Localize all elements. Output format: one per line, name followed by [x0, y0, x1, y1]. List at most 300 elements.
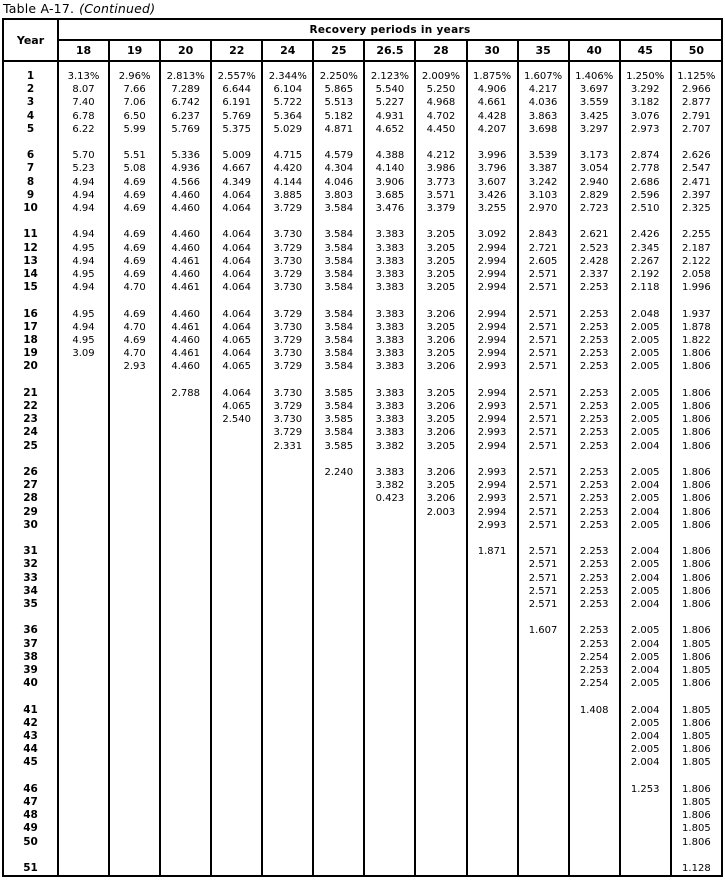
spacer-cell	[58, 611, 109, 624]
value-cell: 2.123%	[364, 70, 415, 83]
year-cell: 23	[3, 413, 58, 426]
value-cell	[313, 730, 364, 743]
year-cell: 19	[3, 347, 58, 360]
spacer-cell	[364, 690, 415, 703]
table-row-year-27	[3, 479, 722, 492]
value-cell	[313, 756, 364, 769]
spacer-cell	[569, 374, 620, 387]
value-cell: 2.253	[569, 558, 620, 571]
value-cell: 2.187	[671, 242, 722, 255]
value-cell: 4.69	[109, 242, 160, 255]
table-row-year-50	[3, 836, 722, 849]
value-cell: 6.237	[160, 110, 211, 123]
value-cell	[620, 836, 671, 849]
spacer-cell	[415, 532, 466, 545]
value-cell	[58, 836, 109, 849]
value-cell: 3.730	[262, 413, 313, 426]
value-cell: 3.383	[364, 413, 415, 426]
value-cell	[211, 492, 262, 505]
value-cell: 2.940	[569, 176, 620, 189]
value-cell	[364, 624, 415, 637]
value-cell: 4.931	[364, 110, 415, 123]
value-cell: 4.69	[109, 189, 160, 202]
spacer-cell	[620, 215, 671, 228]
value-cell	[415, 743, 466, 756]
spacer-cell	[109, 690, 160, 703]
value-cell	[211, 466, 262, 479]
table-row-year-9	[3, 189, 722, 202]
value-cell	[109, 479, 160, 492]
group-spacer-row	[3, 453, 722, 466]
value-cell	[160, 783, 211, 796]
spacer-cell	[109, 294, 160, 307]
value-cell	[569, 743, 620, 756]
value-cell: 3.205	[415, 321, 466, 334]
value-cell: 4.667	[211, 162, 262, 175]
recovery-period-header-22: 22	[211, 40, 262, 61]
value-cell	[313, 638, 364, 651]
spacer-cell	[3, 611, 58, 624]
value-cell: 4.144	[262, 176, 313, 189]
value-cell: 2.829	[569, 189, 620, 202]
value-cell: 2.571	[518, 440, 569, 453]
value-cell: 3.730	[262, 281, 313, 294]
spacer-cell	[364, 453, 415, 466]
value-cell: 5.865	[313, 83, 364, 96]
value-cell: 3.13%	[58, 70, 109, 83]
value-cell	[415, 638, 466, 651]
value-cell	[160, 426, 211, 439]
value-cell	[58, 756, 109, 769]
value-cell: 2.621	[569, 228, 620, 241]
spacer-cell	[3, 215, 58, 228]
value-cell	[262, 836, 313, 849]
table-body	[3, 61, 722, 876]
spacer-cell	[415, 374, 466, 387]
spacer-cell	[467, 294, 518, 307]
value-cell	[415, 796, 466, 809]
value-cell	[364, 743, 415, 756]
value-cell: 4.69	[109, 255, 160, 268]
value-cell: 4.69	[109, 308, 160, 321]
spacer-cell	[415, 611, 466, 624]
spacer-cell	[671, 215, 722, 228]
value-cell	[109, 387, 160, 400]
value-cell: 2.254	[569, 651, 620, 664]
value-cell: 6.104	[262, 83, 313, 96]
value-cell: 3.584	[313, 281, 364, 294]
value-cell	[518, 756, 569, 769]
value-cell: 1.806	[671, 466, 722, 479]
value-cell: 5.182	[313, 110, 364, 123]
value-cell: 3.607	[467, 176, 518, 189]
value-cell: 2.571	[518, 387, 569, 400]
value-cell: 3.383	[364, 360, 415, 373]
year-cell: 22	[3, 400, 58, 413]
value-cell	[58, 624, 109, 637]
value-cell: 4.94	[58, 228, 109, 241]
spacer-cell	[109, 61, 160, 70]
value-cell	[211, 730, 262, 743]
value-cell: 3.206	[415, 308, 466, 321]
value-cell	[160, 492, 211, 505]
table-row-year-45	[3, 756, 722, 769]
value-cell: 3.476	[364, 202, 415, 215]
value-cell	[569, 756, 620, 769]
table-row-year-19	[3, 347, 722, 360]
value-cell: 2.571	[518, 492, 569, 505]
value-cell: 6.50	[109, 110, 160, 123]
table-row-year-21	[3, 387, 722, 400]
value-cell	[364, 572, 415, 585]
value-cell	[262, 704, 313, 717]
spacer-cell	[620, 294, 671, 307]
value-cell: 2.994	[467, 334, 518, 347]
value-cell	[160, 506, 211, 519]
value-cell: 2.240	[313, 466, 364, 479]
value-cell: 4.460	[160, 308, 211, 321]
value-cell: 2.344%	[262, 70, 313, 83]
spacer-cell	[518, 611, 569, 624]
spacer-cell	[415, 690, 466, 703]
value-cell	[109, 572, 160, 585]
spacer-cell	[569, 215, 620, 228]
spacer-cell	[262, 849, 313, 862]
value-cell: 2.253	[569, 308, 620, 321]
recovery-period-header-28: 28	[415, 40, 466, 61]
value-cell: 5.70	[58, 149, 109, 162]
value-cell	[160, 466, 211, 479]
value-cell: 2.397	[671, 189, 722, 202]
value-cell: 1.250%	[620, 70, 671, 83]
value-cell	[160, 862, 211, 876]
value-cell	[109, 440, 160, 453]
value-cell	[569, 862, 620, 876]
value-cell: 3.539	[518, 149, 569, 162]
value-cell	[109, 545, 160, 558]
value-cell: 3.885	[262, 189, 313, 202]
spacer-cell	[415, 215, 466, 228]
value-cell: 2.993	[467, 400, 518, 413]
value-cell: 1.805	[671, 796, 722, 809]
spacer-cell	[109, 215, 160, 228]
year-cell: 15	[3, 281, 58, 294]
value-cell: 1.937	[671, 308, 722, 321]
value-cell: 5.540	[364, 83, 415, 96]
value-cell	[569, 796, 620, 809]
value-cell: 3.205	[415, 268, 466, 281]
value-cell: 3.173	[569, 149, 620, 162]
year-cell: 51	[3, 862, 58, 876]
value-cell	[58, 585, 109, 598]
table-row-year-10	[3, 202, 722, 215]
value-cell: 4.460	[160, 228, 211, 241]
value-cell: 3.685	[364, 189, 415, 202]
value-cell: 2.192	[620, 268, 671, 281]
value-cell	[160, 545, 211, 558]
value-cell: 3.206	[415, 466, 466, 479]
value-cell: 4.460	[160, 268, 211, 281]
value-cell: 1.806	[671, 506, 722, 519]
table-row-year-26	[3, 466, 722, 479]
spacer-cell	[569, 611, 620, 624]
value-cell: 4.94	[58, 321, 109, 334]
spacer-cell	[3, 690, 58, 703]
value-cell	[211, 651, 262, 664]
value-cell: 3.205	[415, 479, 466, 492]
value-cell	[313, 651, 364, 664]
value-cell: 2.993	[467, 360, 518, 373]
value-cell: 1.806	[671, 387, 722, 400]
value-cell: 5.769	[211, 110, 262, 123]
value-cell: 2.994	[467, 440, 518, 453]
spacer-cell	[109, 136, 160, 149]
value-cell: 2.843	[518, 228, 569, 241]
value-cell: 2.003	[415, 506, 466, 519]
value-cell: 2.005	[620, 624, 671, 637]
spacer-cell	[569, 136, 620, 149]
value-cell: 3.996	[467, 149, 518, 162]
value-cell	[58, 796, 109, 809]
spacer-cell	[415, 61, 466, 70]
value-cell	[109, 836, 160, 849]
spacer-cell	[569, 294, 620, 307]
spacer-cell	[3, 294, 58, 307]
year-cell: 45	[3, 756, 58, 769]
value-cell: 4.064	[211, 255, 262, 268]
value-cell: 2.571	[518, 558, 569, 571]
value-cell	[415, 519, 466, 532]
recovery-period-header-19: 19	[109, 40, 160, 61]
value-cell	[109, 426, 160, 439]
value-cell: 1.806	[671, 440, 722, 453]
value-cell: 2.004	[620, 664, 671, 677]
value-cell	[109, 862, 160, 876]
value-cell	[160, 479, 211, 492]
value-cell	[211, 704, 262, 717]
spacer-cell	[569, 690, 620, 703]
spacer-cell	[313, 532, 364, 545]
table-row-year-3	[3, 96, 722, 109]
value-cell: 2.254	[569, 677, 620, 690]
value-cell: 3.292	[620, 83, 671, 96]
value-cell: 5.51	[109, 149, 160, 162]
spacer-cell	[671, 374, 722, 387]
table-row-year-13	[3, 255, 722, 268]
value-cell: 4.460	[160, 334, 211, 347]
table-row-year-37	[3, 638, 722, 651]
spacer-cell	[415, 136, 466, 149]
value-cell: 2.571	[518, 545, 569, 558]
value-cell: 2.993	[467, 466, 518, 479]
value-cell	[364, 558, 415, 571]
value-cell: 2.994	[467, 281, 518, 294]
value-cell	[160, 836, 211, 849]
value-cell	[160, 598, 211, 611]
spacer-cell	[518, 61, 569, 70]
value-cell: 1.806	[671, 677, 722, 690]
value-cell: 3.206	[415, 492, 466, 505]
spacer-cell	[313, 215, 364, 228]
spacer-cell	[160, 770, 211, 783]
value-cell	[58, 558, 109, 571]
spacer-cell	[518, 374, 569, 387]
value-cell: 2.253	[569, 572, 620, 585]
value-cell: 3.584	[313, 321, 364, 334]
value-cell	[518, 638, 569, 651]
value-cell: 3.773	[415, 176, 466, 189]
spacer-cell	[518, 453, 569, 466]
value-cell: 4.207	[467, 123, 518, 136]
spacer-cell	[262, 61, 313, 70]
value-cell: 3.584	[313, 426, 364, 439]
spacer-cell	[569, 453, 620, 466]
value-cell	[109, 413, 160, 426]
table-row-year-29	[3, 506, 722, 519]
value-cell: 3.383	[364, 400, 415, 413]
spacer-cell	[620, 849, 671, 862]
value-cell: 3.182	[620, 96, 671, 109]
value-cell	[211, 426, 262, 439]
table-row-year-32	[3, 558, 722, 571]
value-cell	[467, 822, 518, 835]
value-cell: 7.40	[58, 96, 109, 109]
value-cell: 3.584	[313, 202, 364, 215]
value-cell: 2.004	[620, 756, 671, 769]
value-cell	[518, 836, 569, 849]
spacer-cell	[671, 690, 722, 703]
value-cell: 2.005	[620, 387, 671, 400]
value-cell: 2.571	[518, 426, 569, 439]
group-spacer-row	[3, 611, 722, 624]
value-cell: 3.206	[415, 426, 466, 439]
value-cell: 3.383	[364, 281, 415, 294]
value-cell: 3.383	[364, 255, 415, 268]
value-cell	[364, 677, 415, 690]
recovery-period-header-50: 50	[671, 40, 722, 61]
value-cell: 2.250%	[313, 70, 364, 83]
value-cell: 2.005	[620, 492, 671, 505]
spacer-cell	[467, 453, 518, 466]
year-cell: 37	[3, 638, 58, 651]
value-cell: 5.769	[160, 123, 211, 136]
value-cell: 2.253	[569, 360, 620, 373]
value-cell: 3.383	[364, 387, 415, 400]
value-cell	[364, 862, 415, 876]
value-cell	[109, 809, 160, 822]
value-cell: 1.806	[671, 347, 722, 360]
value-cell: 4.461	[160, 255, 211, 268]
value-cell: 2.571	[518, 598, 569, 611]
spacer-cell	[415, 770, 466, 783]
value-cell: 4.064	[211, 347, 262, 360]
value-cell: 3.205	[415, 242, 466, 255]
value-cell	[569, 730, 620, 743]
value-cell: 4.065	[211, 334, 262, 347]
value-cell	[415, 862, 466, 876]
value-cell	[211, 572, 262, 585]
value-cell: 1.996	[671, 281, 722, 294]
value-cell: 2.005	[620, 585, 671, 598]
value-cell	[313, 809, 364, 822]
value-cell: 2.993	[467, 519, 518, 532]
value-cell	[313, 796, 364, 809]
value-cell	[569, 717, 620, 730]
value-cell: 4.064	[211, 268, 262, 281]
value-cell	[58, 717, 109, 730]
year-cell: 33	[3, 572, 58, 585]
value-cell	[313, 492, 364, 505]
value-cell	[620, 809, 671, 822]
value-cell: 4.702	[415, 110, 466, 123]
value-cell	[364, 704, 415, 717]
table-row-year-46	[3, 783, 722, 796]
value-cell	[364, 730, 415, 743]
value-cell	[467, 756, 518, 769]
value-cell	[58, 506, 109, 519]
spacer-cell	[518, 532, 569, 545]
value-cell: 2.253	[569, 638, 620, 651]
table-title-prefix: Table A-17.	[3, 1, 75, 16]
group-spacer-row	[3, 849, 722, 862]
value-cell: 2.253	[569, 426, 620, 439]
value-cell	[415, 783, 466, 796]
spacer-cell	[3, 532, 58, 545]
value-cell: 2.048	[620, 308, 671, 321]
value-cell: 2.626	[671, 149, 722, 162]
value-cell	[569, 783, 620, 796]
value-cell: 3.729	[262, 400, 313, 413]
value-cell	[467, 862, 518, 876]
value-cell	[58, 479, 109, 492]
year-cell: 7	[3, 162, 58, 175]
spacer-cell	[467, 61, 518, 70]
value-cell: 4.95	[58, 268, 109, 281]
value-cell	[211, 585, 262, 598]
value-cell: 2.571	[518, 413, 569, 426]
spacer-cell	[211, 611, 262, 624]
value-cell	[211, 506, 262, 519]
year-cell: 20	[3, 360, 58, 373]
table-row-year-14	[3, 268, 722, 281]
year-cell: 36	[3, 624, 58, 637]
value-cell: 1.806	[671, 360, 722, 373]
year-cell: 5	[3, 123, 58, 136]
value-cell: 2.253	[569, 334, 620, 347]
year-cell: 38	[3, 651, 58, 664]
value-cell	[109, 624, 160, 637]
value-cell: 7.66	[109, 83, 160, 96]
value-cell	[211, 717, 262, 730]
value-cell	[58, 519, 109, 532]
value-cell	[313, 558, 364, 571]
value-cell: 2.122	[671, 255, 722, 268]
value-cell: 2.004	[620, 479, 671, 492]
value-cell: 4.036	[518, 96, 569, 109]
table-row-year-24	[3, 426, 722, 439]
value-cell	[211, 677, 262, 690]
value-cell	[313, 836, 364, 849]
value-cell	[58, 822, 109, 835]
value-cell: 4.70	[109, 281, 160, 294]
spacer-cell	[160, 532, 211, 545]
value-cell	[58, 730, 109, 743]
table-row-year-30	[3, 519, 722, 532]
table-row-year-31	[3, 545, 722, 558]
value-cell	[467, 717, 518, 730]
value-cell	[262, 783, 313, 796]
value-cell	[467, 743, 518, 756]
